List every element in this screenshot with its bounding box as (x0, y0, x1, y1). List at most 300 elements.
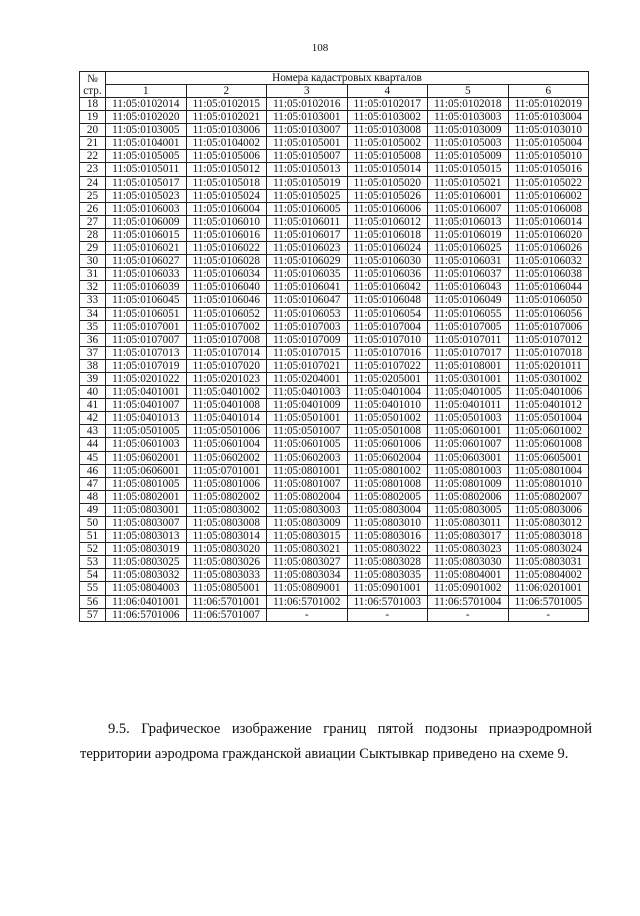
cadastral-number-cell: 11:05:0105016 (508, 163, 589, 176)
cadastral-number-cell: 11:05:0106026 (508, 242, 589, 255)
cadastral-number-cell: 11:05:0803009 (267, 517, 348, 530)
cadastral-number-cell: 11:05:0105023 (106, 189, 187, 202)
cadastral-number-cell: 11:05:0106025 (428, 242, 509, 255)
table-row (80, 477, 589, 490)
cadastral-number-cell: 11:05:0803012 (508, 517, 589, 530)
cadastral-number-cell: 11:05:0105014 (347, 163, 428, 176)
cadastral-number-cell: 11:05:0401005 (428, 386, 509, 399)
cadastral-number-cell: 11:05:0803002 (186, 503, 267, 516)
cadastral-number-cell: 11:05:0107014 (186, 346, 267, 359)
cadastral-number-cell: 11:05:0801006 (186, 477, 267, 490)
cadastral-number-cell: 11:05:0801010 (508, 477, 589, 490)
cadastral-number-cell: 11:05:0106005 (267, 202, 348, 215)
cadastral-number-cell: - (428, 608, 509, 621)
cadastral-number-cell: 11:06:0201001 (508, 582, 589, 595)
cadastral-number-cell: 11:05:0803013 (106, 530, 187, 543)
cadastral-number-cell: 11:05:0106036 (347, 268, 428, 281)
cadastral-number-cell: 11:05:0106013 (428, 215, 509, 228)
cadastral-number-cell: 11:05:0401003 (267, 386, 348, 399)
cadastral-number-cell: 11:05:0106016 (186, 228, 267, 241)
table-row (80, 582, 589, 595)
row-number-cell: 19 (80, 111, 106, 124)
cadastral-number-cell: 11:05:0401001 (106, 386, 187, 399)
cadastral-number-cell: 11:05:0602002 (186, 451, 267, 464)
table-row (80, 386, 589, 399)
cadastral-number-cell: 11:05:0601001 (428, 425, 509, 438)
cadastral-number-cell: 11:05:0106030 (347, 255, 428, 268)
cadastral-number-cell: 11:05:0105004 (508, 137, 589, 150)
cadastral-number-cell: 11:05:0107019 (106, 359, 187, 372)
cadastral-number-cell: 11:05:0601007 (428, 438, 509, 451)
cadastral-number-cell: 11:05:0102014 (106, 98, 187, 111)
cadastral-number-cell: - (347, 608, 428, 621)
row-number-cell: 56 (80, 595, 106, 608)
row-number-cell: 38 (80, 359, 106, 372)
table-row (80, 189, 589, 202)
table-row (80, 517, 589, 530)
row-number-cell: 41 (80, 399, 106, 412)
cadastral-number-cell: 11:05:0102020 (106, 111, 187, 124)
cadastral-number-cell: 11:05:0107009 (267, 333, 348, 346)
table-row (80, 359, 589, 372)
cadastral-number-cell: 11:05:0803001 (106, 503, 187, 516)
table-row (80, 543, 589, 556)
cadastral-number-cell: 11:05:0106045 (106, 294, 187, 307)
cadastral-number-cell: 11:05:0701001 (186, 464, 267, 477)
cadastral-number-cell: 11:05:0106033 (106, 268, 187, 281)
table-row (80, 137, 589, 150)
cadastral-number-cell: 11:05:0401006 (508, 386, 589, 399)
table-row (80, 595, 589, 608)
row-number-cell: 33 (80, 294, 106, 307)
row-number-cell: 35 (80, 320, 106, 333)
row-number-header (80, 72, 106, 98)
table-row (80, 202, 589, 215)
row-number-cell: 49 (80, 503, 106, 516)
cadastral-number-cell: 11:05:0601008 (508, 438, 589, 451)
row-number-cell: 21 (80, 137, 106, 150)
row-number-cell: 20 (80, 124, 106, 137)
cadastral-number-cell: 11:05:0201011 (508, 359, 589, 372)
cadastral-number-cell: 11:05:0803027 (267, 556, 348, 569)
cadastral-number-cell: 11:05:0804003 (106, 582, 187, 595)
row-number-cell: 52 (80, 543, 106, 556)
cadastral-number-cell: 11:05:0107007 (106, 333, 187, 346)
table-row (80, 150, 589, 163)
row-number-cell: 28 (80, 228, 106, 241)
row-number-cell: 25 (80, 189, 106, 202)
cadastral-number-cell: 11:05:0803015 (267, 530, 348, 543)
table-row (80, 372, 589, 385)
cadastral-number-cell: 11:05:0602001 (106, 451, 187, 464)
cadastral-number-cell: 11:05:0107013 (106, 346, 187, 359)
column-number-header: 1 (106, 85, 187, 98)
cadastral-number-cell: 11:05:0803033 (186, 569, 267, 582)
row-number-cell: 34 (80, 307, 106, 320)
cadastral-number-cell: 11:05:0802001 (106, 490, 187, 503)
cadastral-number-cell: 11:05:0107020 (186, 359, 267, 372)
cadastral-number-cell: 11:05:0106024 (347, 242, 428, 255)
cadastral-number-cell: 11:05:0803014 (186, 530, 267, 543)
cadastral-number-cell: 11:05:0803034 (267, 569, 348, 582)
cadastral-number-cell: 11:05:0103006 (186, 124, 267, 137)
table-row (80, 163, 589, 176)
cadastral-number-cell: 11:05:0801008 (347, 477, 428, 490)
cadastral-number-cell: 11:06:5701005 (508, 595, 589, 608)
cadastral-number-cell: 11:05:0803019 (106, 543, 187, 556)
cadastral-number-cell: 11:05:0106049 (428, 294, 509, 307)
cadastral-number-cell: 11:05:0401008 (186, 399, 267, 412)
table-row (80, 346, 589, 359)
cadastral-number-cell: 11:05:0803030 (428, 556, 509, 569)
cadastral-number-cell: 11:05:0107018 (508, 346, 589, 359)
cadastral-number-cell: 11:05:0803004 (347, 503, 428, 516)
paragraph-line-1: 9.5. Графическое изображение границ пятой подзоны приаэродромной (108, 721, 592, 737)
table-row (80, 215, 589, 228)
cadastral-number-cell: 11:05:0105001 (267, 137, 348, 150)
row-number-cell: 45 (80, 451, 106, 464)
cadastral-number-cell: 11:05:0803020 (186, 543, 267, 556)
table-row (80, 451, 589, 464)
cadastral-number-cell: 11:05:0106041 (267, 281, 348, 294)
table-row (80, 124, 589, 137)
cadastral-number-cell: 11:05:0103001 (267, 111, 348, 124)
cadastral-number-cell: 11:05:0105002 (347, 137, 428, 150)
cadastral-number-cell: 11:05:0105019 (267, 176, 348, 189)
table-row (80, 333, 589, 346)
cadastral-number-cell: 11:05:0102015 (186, 98, 267, 111)
table-row (80, 320, 589, 333)
row-number-header-line1: № (87, 72, 98, 85)
row-number-header-line2: стр. (83, 84, 102, 97)
table-row (80, 608, 589, 621)
cadastral-number-cell: 11:05:0501008 (347, 425, 428, 438)
cadastral-number-cell: 11:05:0103002 (347, 111, 428, 124)
cadastral-number-cell: 11:05:0804002 (508, 569, 589, 582)
cadastral-number-cell: 11:05:0301001 (428, 372, 509, 385)
column-number-header: 5 (428, 85, 509, 98)
cadastral-number-cell: 11:05:0105011 (106, 163, 187, 176)
cadastral-number-cell: 11:05:0803006 (508, 503, 589, 516)
cadastral-number-cell: 11:05:0106051 (106, 307, 187, 320)
cadastral-number-cell: 11:05:0501003 (428, 412, 509, 425)
cadastral-number-cell: 11:05:0803023 (428, 543, 509, 556)
cadastral-number-cell: 11:05:0105008 (347, 150, 428, 163)
cadastral-number-cell: 11:05:0106044 (508, 281, 589, 294)
cadastral-number-cell: 11:05:0106009 (106, 215, 187, 228)
cadastral-number-cell: 11:05:0107001 (106, 320, 187, 333)
cadastral-number-cell: 11:05:0803008 (186, 517, 267, 530)
cadastral-number-cell: 11:05:0601002 (508, 425, 589, 438)
cadastral-number-cell: 11:05:0105020 (347, 176, 428, 189)
cadastral-number-cell: 11:05:0901001 (347, 582, 428, 595)
row-number-cell: 30 (80, 255, 106, 268)
cadastral-number-cell: 11:05:0803016 (347, 530, 428, 543)
cadastral-number-cell: 11:05:0105015 (428, 163, 509, 176)
column-number-header: 4 (347, 85, 428, 98)
cadastral-number-cell: - (508, 608, 589, 621)
cadastral-number-cell: 11:05:0104002 (186, 137, 267, 150)
cadastral-number-cell: 11:05:0106007 (428, 202, 509, 215)
cadastral-number-cell: 11:05:0802002 (186, 490, 267, 503)
table-row (80, 294, 589, 307)
table-row (80, 255, 589, 268)
cadastral-number-cell: 11:05:0803010 (347, 517, 428, 530)
cadastral-number-cell: 11:05:0106055 (428, 307, 509, 320)
cadastral-number-cell: 11:05:0106012 (347, 215, 428, 228)
cadastral-number-cell: 11:05:0802004 (267, 490, 348, 503)
cadastral-number-cell: 11:05:0401009 (267, 399, 348, 412)
column-numbers-row (80, 85, 589, 98)
table-row (80, 438, 589, 451)
table-row (80, 228, 589, 241)
section-paragraph (80, 717, 592, 767)
cadastral-number-cell: 11:05:0201022 (106, 372, 187, 385)
row-number-cell: 29 (80, 242, 106, 255)
cadastral-number-cell: 11:05:0201023 (186, 372, 267, 385)
cadastral-number-cell: 11:05:0103010 (508, 124, 589, 137)
cadastral-number-cell: 11:05:0803005 (428, 503, 509, 516)
cadastral-number-cell: 11:05:0106050 (508, 294, 589, 307)
table-row (80, 412, 589, 425)
cadastral-number-cell: 11:05:0106019 (428, 228, 509, 241)
table-row (80, 307, 589, 320)
cadastral-number-cell: 11:05:0401004 (347, 386, 428, 399)
cadastral-number-cell: 11:05:0105007 (267, 150, 348, 163)
cadastral-number-cell: 11:05:0106040 (186, 281, 267, 294)
cadastral-number-cell: 11:05:0103008 (347, 124, 428, 137)
cadastral-number-cell: 11:05:0803025 (106, 556, 187, 569)
cadastral-number-cell: 11:05:0103004 (508, 111, 589, 124)
cadastral-number-cell: 11:05:0105025 (267, 189, 348, 202)
row-number-cell: 43 (80, 425, 106, 438)
cadastral-number-cell: 11:05:0803017 (428, 530, 509, 543)
cadastral-number-cell: 11:05:0106020 (508, 228, 589, 241)
cadastral-number-cell: 11:05:0106022 (186, 242, 267, 255)
row-number-cell: 53 (80, 556, 106, 569)
cadastral-number-cell: 11:05:0107022 (347, 359, 428, 372)
cadastral-number-cell: 11:05:0102018 (428, 98, 509, 111)
cadastral-number-cell: 11:05:0107015 (267, 346, 348, 359)
row-number-cell: 22 (80, 150, 106, 163)
row-number-cell: 27 (80, 215, 106, 228)
cadastral-number-cell: 11:05:0602004 (347, 451, 428, 464)
cadastral-number-cell: 11:05:0105026 (347, 189, 428, 202)
cadastral-number-cell: 11:05:0106011 (267, 215, 348, 228)
cadastral-number-cell: 11:06:0401001 (106, 595, 187, 608)
cadastral-number-cell: 11:05:0106031 (428, 255, 509, 268)
column-number-header: 2 (186, 85, 267, 98)
cadastral-number-cell: 11:05:0803011 (428, 517, 509, 530)
cadastral-number-cell: 11:05:0803021 (267, 543, 348, 556)
row-number-cell: 44 (80, 438, 106, 451)
cadastral-number-cell: 11:05:0106042 (347, 281, 428, 294)
table-row (80, 176, 589, 189)
cadastral-number-cell: 11:05:0605001 (508, 451, 589, 464)
cadastral-number-cell: 11:05:0803028 (347, 556, 428, 569)
cadastral-number-cell: 11:05:0501005 (106, 425, 187, 438)
cadastral-number-cell: 11:05:0106056 (508, 307, 589, 320)
cadastral-number-cell: 11:05:0105024 (186, 189, 267, 202)
cadastral-number-cell: 11:05:0401007 (106, 399, 187, 412)
cadastral-number-cell: 11:05:0106008 (508, 202, 589, 215)
cadastral-number-cell: 11:05:0107003 (267, 320, 348, 333)
cadastral-number-cell: 11:05:0106017 (267, 228, 348, 241)
cadastral-number-cell: 11:05:0107004 (347, 320, 428, 333)
cadastral-number-cell: 11:05:0801002 (347, 464, 428, 477)
cadastral-number-cell: 11:05:0803031 (508, 556, 589, 569)
row-number-cell: 55 (80, 582, 106, 595)
row-number-cell: 23 (80, 163, 106, 176)
cadastral-number-cell: 11:05:0803026 (186, 556, 267, 569)
page-number: 108 (311, 42, 329, 54)
cadastral-number-cell: 11:05:0107010 (347, 333, 428, 346)
cadastral-number-cell: 11:05:0802007 (508, 490, 589, 503)
cadastral-number-cell: 11:05:0106023 (267, 242, 348, 255)
row-number-cell: 37 (80, 346, 106, 359)
cadastral-number-cell: 11:05:0602003 (267, 451, 348, 464)
row-number-cell: 42 (80, 412, 106, 425)
cadastral-number-cell: 11:05:0801001 (267, 464, 348, 477)
cadastral-number-cell: 11:05:0106001 (428, 189, 509, 202)
cadastral-number-cell: 11:05:0107016 (347, 346, 428, 359)
cadastral-number-cell: 11:05:0106027 (106, 255, 187, 268)
row-number-cell: 18 (80, 98, 106, 111)
table-row (80, 530, 589, 543)
cadastral-number-cell: 11:05:0801005 (106, 477, 187, 490)
cadastral-number-cell: 11:06:5701004 (428, 595, 509, 608)
cadastral-number-cell: 11:05:0803003 (267, 503, 348, 516)
cadastral-number-cell: 11:05:0401010 (347, 399, 428, 412)
cadastral-number-cell: 11:05:0801007 (267, 477, 348, 490)
cadastral-number-cell: 11:05:0803032 (106, 569, 187, 582)
cadastral-number-cell: 11:05:0106018 (347, 228, 428, 241)
cadastral-number-cell: - (267, 608, 348, 621)
cadastral-number-cell: 11:05:0106021 (106, 242, 187, 255)
row-number-cell: 50 (80, 517, 106, 530)
cadastral-number-cell: 11:06:5701002 (267, 595, 348, 608)
row-number-cell: 51 (80, 530, 106, 543)
cadastral-number-cell: 11:05:0107008 (186, 333, 267, 346)
cadastral-number-cell: 11:05:0501007 (267, 425, 348, 438)
cadastral-number-cell: 11:05:0106037 (428, 268, 509, 281)
cadastral-number-cell: 11:05:0805001 (186, 582, 267, 595)
cadastral-number-cell: 11:05:0803007 (106, 517, 187, 530)
row-number-cell: 54 (80, 569, 106, 582)
cadastral-number-cell: 11:05:0105021 (428, 176, 509, 189)
cadastral-number-cell: 11:06:5701003 (347, 595, 428, 608)
table-body (80, 98, 589, 622)
cadastral-number-cell: 11:05:0105017 (106, 176, 187, 189)
cadastral-number-cell: 11:05:0107006 (508, 320, 589, 333)
cadastral-number-cell: 11:05:0102016 (267, 98, 348, 111)
table-row (80, 268, 589, 281)
row-number-cell: 48 (80, 490, 106, 503)
cadastral-number-cell: 11:05:0106006 (347, 202, 428, 215)
cadastral-number-cell: 11:05:0606001 (106, 464, 187, 477)
cadastral-number-cell: 11:05:0106010 (186, 215, 267, 228)
cadastral-number-cell: 11:05:0105009 (428, 150, 509, 163)
cadastral-number-cell: 11:05:0501002 (347, 412, 428, 425)
cadastral-number-cell: 11:05:0102017 (347, 98, 428, 111)
cadastral-number-cell: 11:05:0601004 (186, 438, 267, 451)
column-number-header: 6 (508, 85, 589, 98)
cadastral-number-cell: 11:05:0801004 (508, 464, 589, 477)
cadastral-number-cell: 11:05:0106046 (186, 294, 267, 307)
table-row (80, 556, 589, 569)
row-number-cell: 31 (80, 268, 106, 281)
table-row (80, 464, 589, 477)
cadastral-number-cell: 11:05:0401012 (508, 399, 589, 412)
table-row (80, 399, 589, 412)
table-row (80, 98, 589, 111)
row-number-cell: 32 (80, 281, 106, 294)
cadastral-number-cell: 11:05:0803024 (508, 543, 589, 556)
cadastral-number-cell: 11:05:0803035 (347, 569, 428, 582)
cadastral-number-cell: 11:05:0108001 (428, 359, 509, 372)
cadastral-number-cell: 11:05:0603001 (428, 451, 509, 464)
cadastral-number-cell: 11:05:0105022 (508, 176, 589, 189)
cadastral-number-cell: 11:05:0106015 (106, 228, 187, 241)
cadastral-number-cell: 11:05:0401014 (186, 412, 267, 425)
cadastral-number-cell: 11:05:0107012 (508, 333, 589, 346)
cadastral-number-cell: 11:05:0105003 (428, 137, 509, 150)
cadastral-number-cell: 11:05:0107011 (428, 333, 509, 346)
row-number-cell: 47 (80, 477, 106, 490)
cadastral-number-cell: 11:05:0106052 (186, 307, 267, 320)
row-number-cell: 46 (80, 464, 106, 477)
cadastral-number-cell: 11:05:0803018 (508, 530, 589, 543)
cadastral-number-cell: 11:05:0301002 (508, 372, 589, 385)
cadastral-number-cell: 11:06:5701001 (186, 595, 267, 608)
row-number-cell: 26 (80, 202, 106, 215)
cadastral-number-cell: 11:05:0801009 (428, 477, 509, 490)
cadastral-number-cell: 11:05:0601003 (106, 438, 187, 451)
table-row (80, 111, 589, 124)
cadastral-number-cell: 11:05:0106029 (267, 255, 348, 268)
cadastral-number-cell: 11:05:0104001 (106, 137, 187, 150)
cadastral-number-cell: 11:05:0103007 (267, 124, 348, 137)
cadastral-number-cell: 11:05:0102019 (508, 98, 589, 111)
cadastral-number-cell: 11:05:0102021 (186, 111, 267, 124)
cadastral-number-cell: 11:05:0106002 (508, 189, 589, 202)
cadastral-number-cell: 11:05:0803022 (347, 543, 428, 556)
cadastral-number-cell: 11:05:0106035 (267, 268, 348, 281)
cadastral-number-cell: 11:05:0103005 (106, 124, 187, 137)
cadastral-number-cell: 11:05:0106038 (508, 268, 589, 281)
cadastral-number-cell: 11:05:0106034 (186, 268, 267, 281)
cadastral-number-cell: 11:05:0901002 (428, 582, 509, 595)
table-row (80, 490, 589, 503)
cadastral-number-cell: 11:05:0501004 (508, 412, 589, 425)
table-row (80, 242, 589, 255)
cadastral-number-cell: 11:05:0106053 (267, 307, 348, 320)
cadastral-number-cell: 11:05:0401011 (428, 399, 509, 412)
paragraph-line-2: территории аэродрома гражданской авиации Сыктывкар приведено на схеме 9. (80, 746, 569, 762)
cadastral-number-cell: 11:05:0106047 (267, 294, 348, 307)
cadastral-number-cell: 11:05:0107005 (428, 320, 509, 333)
cadastral-number-cell: 11:05:0106032 (508, 255, 589, 268)
cadastral-number-cell: 11:06:5701007 (186, 608, 267, 621)
cadastral-number-cell: 11:05:0106004 (186, 202, 267, 215)
cadastral-number-cell: 11:05:0106014 (508, 215, 589, 228)
cadastral-number-cell: 11:05:0105006 (186, 150, 267, 163)
cadastral-number-cell: 11:05:0801003 (428, 464, 509, 477)
cadastral-number-cell: 11:05:0804001 (428, 569, 509, 582)
cadastral-number-cell: 11:05:0204001 (267, 372, 348, 385)
table-row (80, 503, 589, 516)
cadastral-number-cell: 11:05:0501001 (267, 412, 348, 425)
